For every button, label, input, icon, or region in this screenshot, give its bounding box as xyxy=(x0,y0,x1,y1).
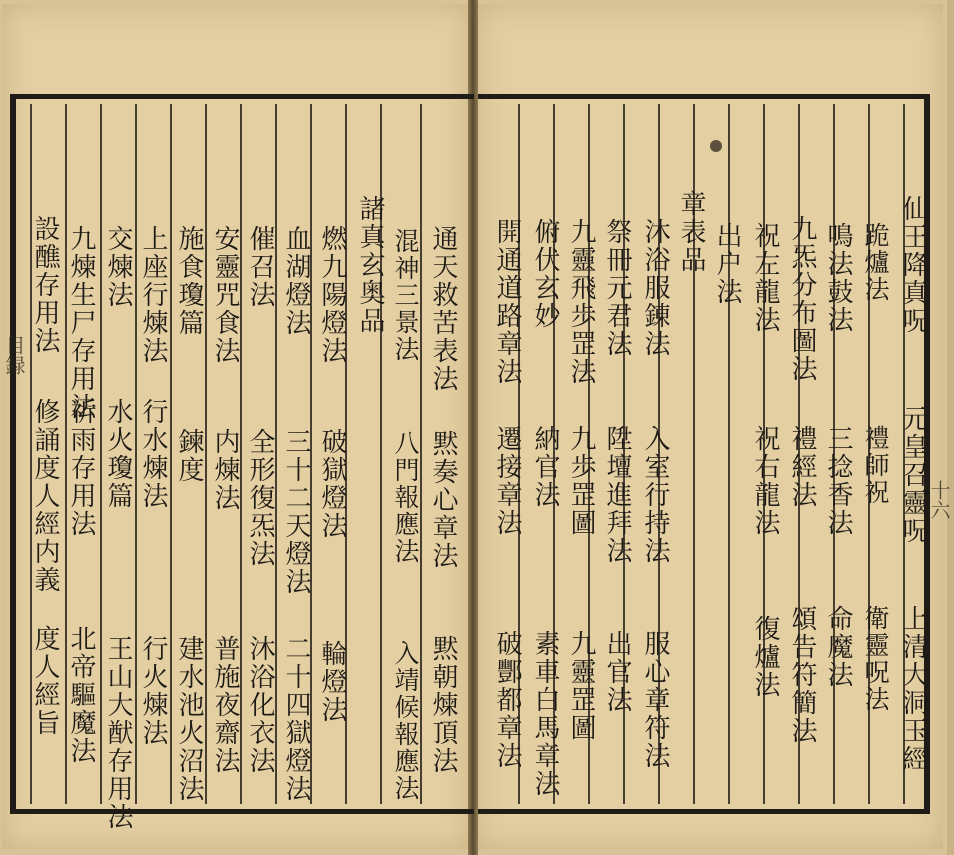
column-rule xyxy=(100,104,102,804)
toc-entry: 行水煉法 xyxy=(138,398,168,510)
toc-entry: 禮師祝 xyxy=(861,425,890,506)
ink-blot xyxy=(710,140,722,152)
toc-entry: 普施夜齋法 xyxy=(210,635,240,775)
toc-entry: 設醮存用法 xyxy=(30,215,60,355)
page-margin-label: 十六 xyxy=(927,480,951,520)
toc-entry: 水火瓊篇 xyxy=(103,398,133,510)
toc-entry: 鳴法鼓法 xyxy=(823,222,853,334)
toc-entry: 三捻香法 xyxy=(823,425,853,537)
toc-entry: 仙王降真呪 xyxy=(898,195,928,335)
toc-entry: 祭冊元君法 xyxy=(602,218,632,358)
toc-entry: 交煉法 xyxy=(103,225,133,309)
section-heading: 章表品 xyxy=(676,190,706,274)
toc-entry: 復爐法 xyxy=(750,615,780,699)
toc-entry: 祈雨存用法 xyxy=(66,398,96,538)
toc-entry: 跪爐法 xyxy=(861,222,890,303)
toc-entry: 開通道路章法 xyxy=(492,218,522,386)
toc-entry: 輪燈法 xyxy=(317,640,347,724)
toc-entry: 混神三景法 xyxy=(391,228,420,363)
column-rule xyxy=(728,104,730,804)
toc-entry: 元皇召靈呪 xyxy=(898,405,928,545)
section-heading: 諸真玄奥品 xyxy=(355,195,385,335)
toc-entry: 沐浴化衣法 xyxy=(245,635,275,775)
toc-entry: 祝右龍法 xyxy=(750,425,780,537)
toc-entry: 内煉法 xyxy=(210,428,240,512)
toc-entry: 燃九陽燈法 xyxy=(317,225,347,365)
toc-entry: 納官法 xyxy=(530,425,560,509)
toc-entry: 服心章符法 xyxy=(640,630,670,770)
toc-entry: 入靖候報應法 xyxy=(391,640,420,802)
toc-entry: 催召法 xyxy=(245,225,275,309)
toc-entry: 鍊度 xyxy=(174,428,204,484)
toc-entry: 通天救苦表法 xyxy=(428,225,458,393)
toc-entry: 施食瓊篇 xyxy=(174,225,204,337)
toc-entry: 命魔法 xyxy=(823,605,853,689)
toc-entry: 破獄燈法 xyxy=(317,428,347,540)
toc-entry: 俯伏玄妙 xyxy=(530,218,560,330)
toc-entry: 遷接章法 xyxy=(492,425,522,537)
column-rule xyxy=(240,104,242,804)
column-rule xyxy=(170,104,172,804)
toc-entry: 黙朝煉頂法 xyxy=(428,635,458,775)
toc-entry: 出官法 xyxy=(602,630,632,714)
toc-entry: 建水池火沼法 xyxy=(174,635,204,803)
toc-entry: 行火煉法 xyxy=(138,635,168,747)
toc-entry: 王山大猷存用法 xyxy=(103,635,133,831)
toc-entry: 血湖燈法 xyxy=(281,225,311,337)
toc-entry: 三十二天燈法 xyxy=(281,428,311,596)
toc-entry: 陞壇進拜法 xyxy=(602,425,632,565)
toc-entry: 衛靈呪法 xyxy=(861,605,890,713)
toc-entry: 沐浴服錬法 xyxy=(640,218,670,358)
toc-entry: 上座行煉法 xyxy=(138,225,168,365)
column-rule xyxy=(135,104,137,804)
toc-entry: 二十四獄燈法 xyxy=(281,635,311,803)
toc-entry: 禮經法 xyxy=(787,425,817,509)
toc-entry: 破酆都章法 xyxy=(492,630,522,770)
toc-entry: 出户法 xyxy=(712,222,742,306)
toc-entry: 素車白馬章法 xyxy=(530,630,560,798)
toc-entry: 九煉生尸存用法 xyxy=(66,225,96,421)
toc-entry: 安靈咒食法 xyxy=(210,225,240,365)
toc-entry: 上清大洞玉經 xyxy=(898,605,928,773)
toc-entry: 九靈飛歩罡法 xyxy=(566,218,596,386)
toc-entry: 度人經旨 xyxy=(30,625,60,737)
toc-entry: 八門報應法 xyxy=(391,430,420,565)
column-rule xyxy=(275,104,277,804)
toc-entry: 祝左龍法 xyxy=(750,222,780,334)
toc-entry: 入室行持法 xyxy=(640,425,670,565)
column-rule xyxy=(205,104,207,804)
toc-entry: 九炁分布圖法 xyxy=(787,215,817,383)
toc-entry: 黙奏心章法 xyxy=(428,430,458,570)
toc-entry: 九靈罡圖 xyxy=(566,630,596,742)
toc-entry: 修誦度人經内義 xyxy=(30,398,60,594)
column-rule xyxy=(420,104,422,804)
toc-entry: 全形復炁法 xyxy=(245,428,275,568)
toc-entry: 北帝驅魔法 xyxy=(66,625,96,765)
toc-entry: 頌告符簡法 xyxy=(787,605,817,745)
page-margin-label: 目録 xyxy=(2,335,26,375)
toc-entry: 九歩罡圖 xyxy=(566,425,596,537)
